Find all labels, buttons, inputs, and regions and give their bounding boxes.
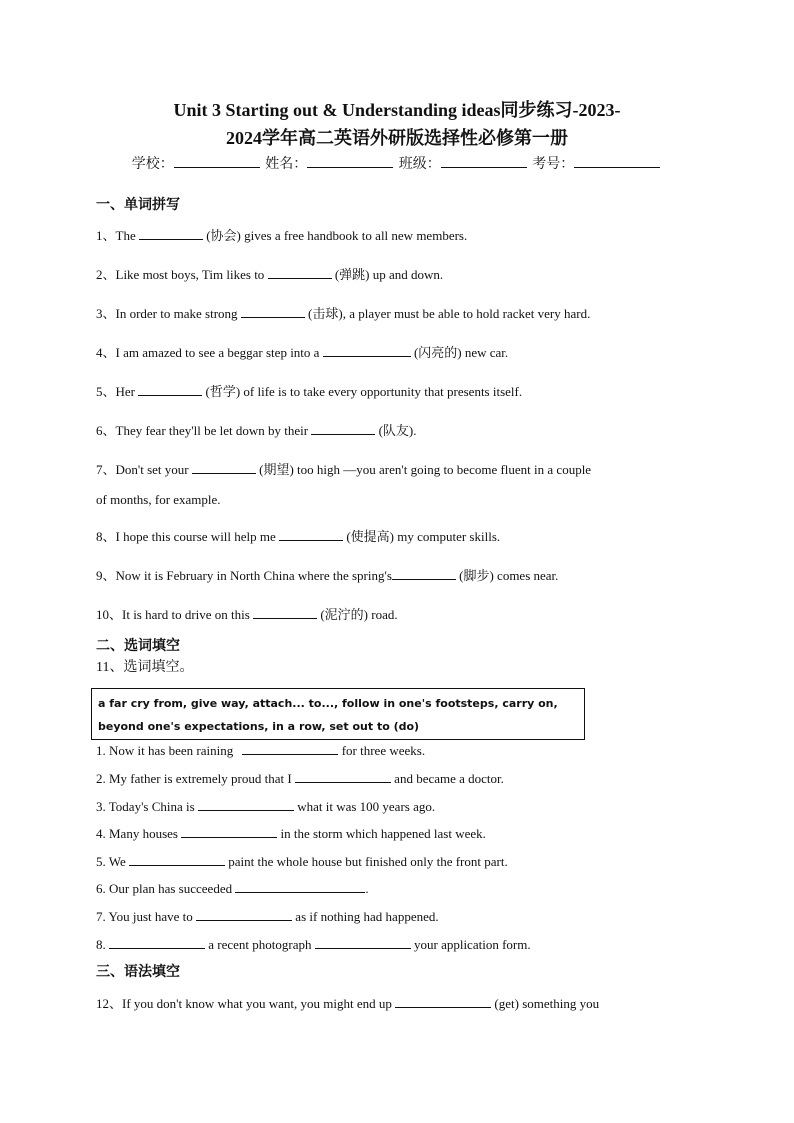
answer-blank[interactable] (192, 460, 256, 474)
phrase-box: a far cry from, give way, attach... to..., follow in one's footsteps, carry on, beyond one's expectations, in a row, set out to (do) (91, 688, 585, 740)
section-heading-spelling: 一、单词拼写 (96, 197, 180, 213)
answer-blank[interactable] (109, 935, 205, 949)
answer-blank[interactable] (129, 852, 225, 866)
page-title-line1: Unit 3 Starting out & Understanding ideas同步练习-2023- (173, 100, 621, 120)
question-5: 5、Her (哲学) of life is to take every opportunity that presents itself. (96, 384, 523, 399)
question-8: 8、I hope this course will help me (使提高) my computer skills. (96, 529, 501, 544)
question-7: 7、Don't set your (期望) too high —you aren't going to become fluent in a couple (96, 462, 592, 477)
question-12: 12、If you don't know what you want, you might end up (get) something you (96, 996, 600, 1011)
school-blank[interactable] (174, 152, 260, 168)
question-11-4: 4. Many houses in the storm which happened last week. (96, 826, 486, 841)
class-blank[interactable] (441, 152, 527, 168)
answer-blank[interactable] (242, 741, 338, 755)
question-2: 2、Like most boys, Tim likes to (弹跳) up and down. (96, 267, 444, 282)
question-11-8: 8. a recent photograph your application form. (96, 937, 531, 952)
question-11-title: 11、选词填空。 (96, 660, 194, 675)
answer-blank[interactable] (295, 769, 391, 783)
name-blank[interactable] (307, 152, 393, 168)
answer-blank[interactable] (311, 421, 375, 435)
student-info-row (0, 152, 794, 175)
question-10: 10、It is hard to drive on this (泥泞的) road. (96, 607, 398, 622)
answer-blank[interactable] (315, 935, 411, 949)
number-label: 考号： (532, 157, 575, 172)
answer-blank[interactable] (138, 382, 202, 396)
question-11-1: 1. Now it has been raining for three weeks. (96, 743, 426, 758)
answer-blank[interactable] (268, 265, 332, 279)
question-11-5: 5. We paint the whole house but finished only the front part. (96, 854, 508, 869)
answer-blank[interactable] (323, 343, 411, 357)
answer-blank[interactable] (198, 797, 294, 811)
question-11-6: 6. Our plan has succeeded . (96, 881, 369, 896)
question-11-7: 7. You just have to as if nothing had happened. (96, 909, 439, 924)
page-title-line2: 2024学年高二英语外研版选择性必修第一册 (226, 128, 568, 148)
section-heading-word-choice: 二、选词填空 (96, 638, 180, 654)
answer-blank[interactable] (235, 879, 365, 893)
question-11-2: 2. My father is extremely proud that I and became a doctor. (96, 771, 504, 786)
answer-blank[interactable] (395, 994, 491, 1008)
question-6: 6、They fear they'll be let down by their (队友). (96, 423, 417, 438)
answer-blank[interactable] (253, 605, 317, 619)
question-11-3: 3. Today's China is what it was 100 years ago. (96, 799, 436, 814)
question-1: 1、The (协会) gives a free handbook to all new members. (96, 228, 468, 243)
question-3: 3、In order to make strong (击球), a player must be able to hold racket very hard. (96, 306, 591, 321)
question-9: 9、Now it is February in North China where the spring's (脚步) comes near. (96, 568, 559, 583)
number-blank[interactable] (574, 152, 660, 168)
answer-blank[interactable] (181, 824, 277, 838)
class-label: 班级： (398, 157, 441, 172)
question-7-continued: of months, for example. (96, 492, 221, 507)
answer-blank[interactable] (139, 226, 203, 240)
name-label: 姓名： (265, 157, 308, 172)
answer-blank[interactable] (392, 566, 456, 580)
section-heading-grammar: 三、语法填空 (96, 964, 180, 980)
answer-blank[interactable] (241, 304, 305, 318)
answer-blank[interactable] (279, 527, 343, 541)
answer-blank[interactable] (196, 907, 292, 921)
question-4: 4、I am amazed to see a beggar step into a (闪亮的) new car. (96, 345, 509, 360)
school-label: 学校： (131, 157, 174, 172)
